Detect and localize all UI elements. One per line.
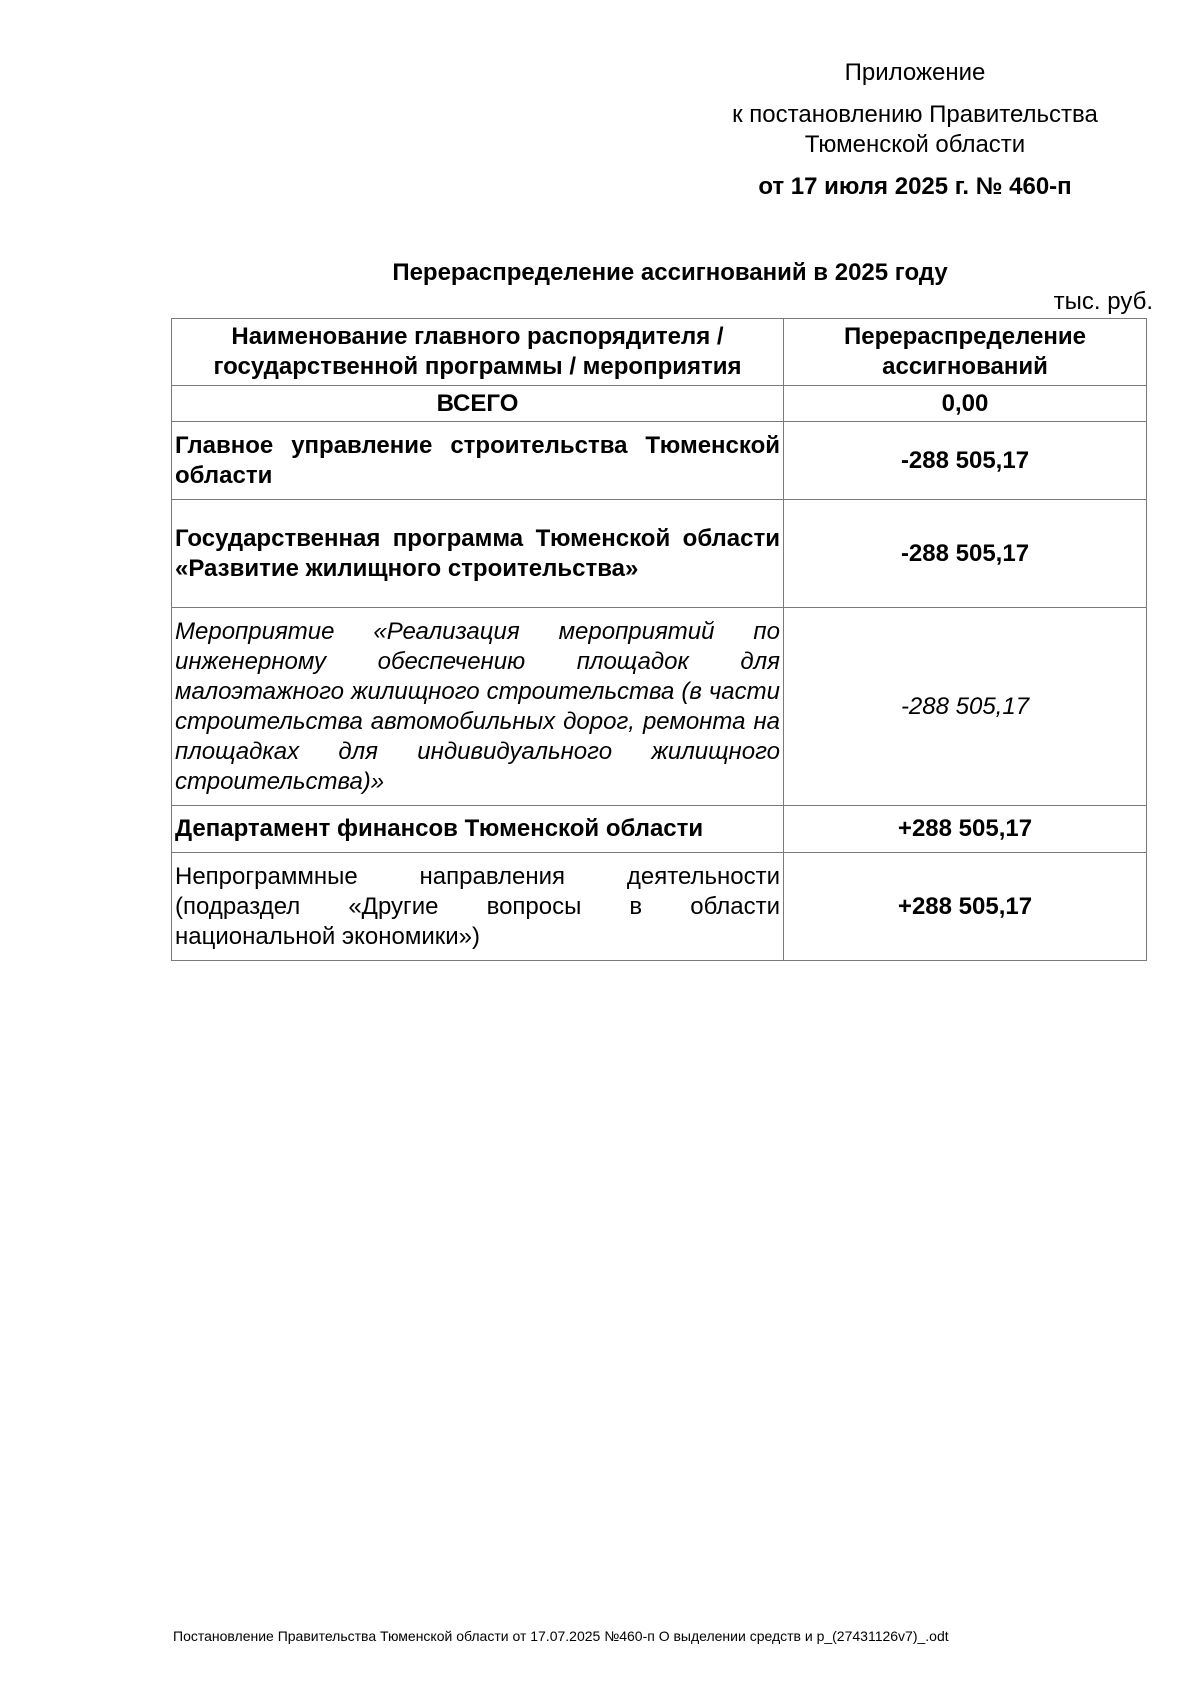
appendix-reference-line1: к постановлению Правительства xyxy=(732,101,1098,128)
row-name: ВСЕГО xyxy=(172,386,784,422)
appendix-date: от 17 июля 2025 г. № 460-п xyxy=(758,173,1072,200)
row-name: Государственная программа Тюменской области «Развитие жилищного строительства» xyxy=(172,500,784,608)
row-value: 0,00 xyxy=(784,386,1147,422)
document-title: Перераспределение ассигнований в 2025 году xyxy=(392,259,948,286)
table-row xyxy=(172,608,1147,806)
row-name: Непрограммные направления деятельности (подраздел «Другие вопросы в области национальной экономики») xyxy=(172,853,784,961)
row-name: Мероприятие «Реализация мероприятий по инженерному обеспечению площадок для малоэтажного жилищного строительства (в части строительства автомобильных дорог, ремонта на площадках для индивидуального жилищного строительства)» xyxy=(172,608,784,806)
page-footer: Постановление Правительства Тюменской области от 17.07.2025 №460-п О выделении средств и р_(27431126v7)_.odt xyxy=(173,1628,949,1644)
row-name: Главное управление строительства Тюменской области xyxy=(172,422,784,500)
row-value: -288 505,17 xyxy=(784,422,1147,500)
row-value: -288 505,17 xyxy=(784,608,1147,806)
row-value: -288 505,17 xyxy=(784,500,1147,608)
appendix-reference xyxy=(700,100,1130,160)
row-value: +288 505,17 xyxy=(784,806,1147,853)
column-header-value: Перераспределение ассигнований xyxy=(784,319,1147,386)
allocation-table xyxy=(171,318,1147,961)
appendix-block xyxy=(700,58,1130,202)
row-name: Департамент финансов Тюменской области xyxy=(172,806,784,853)
table-row xyxy=(172,500,1147,608)
row-value: +288 505,17 xyxy=(784,853,1147,961)
appendix-label: Приложение xyxy=(844,59,986,86)
table-row xyxy=(172,422,1147,500)
appendix-reference-line2: Тюменской области xyxy=(804,131,1026,158)
units-label: тыс. руб. xyxy=(1053,288,1153,315)
table-header-row xyxy=(172,319,1147,386)
table-row xyxy=(172,853,1147,961)
table-row-total xyxy=(172,386,1147,422)
table-row xyxy=(172,806,1147,853)
column-header-name: Наименование главного распорядителя / государственной программы / мероприятия xyxy=(172,319,784,386)
